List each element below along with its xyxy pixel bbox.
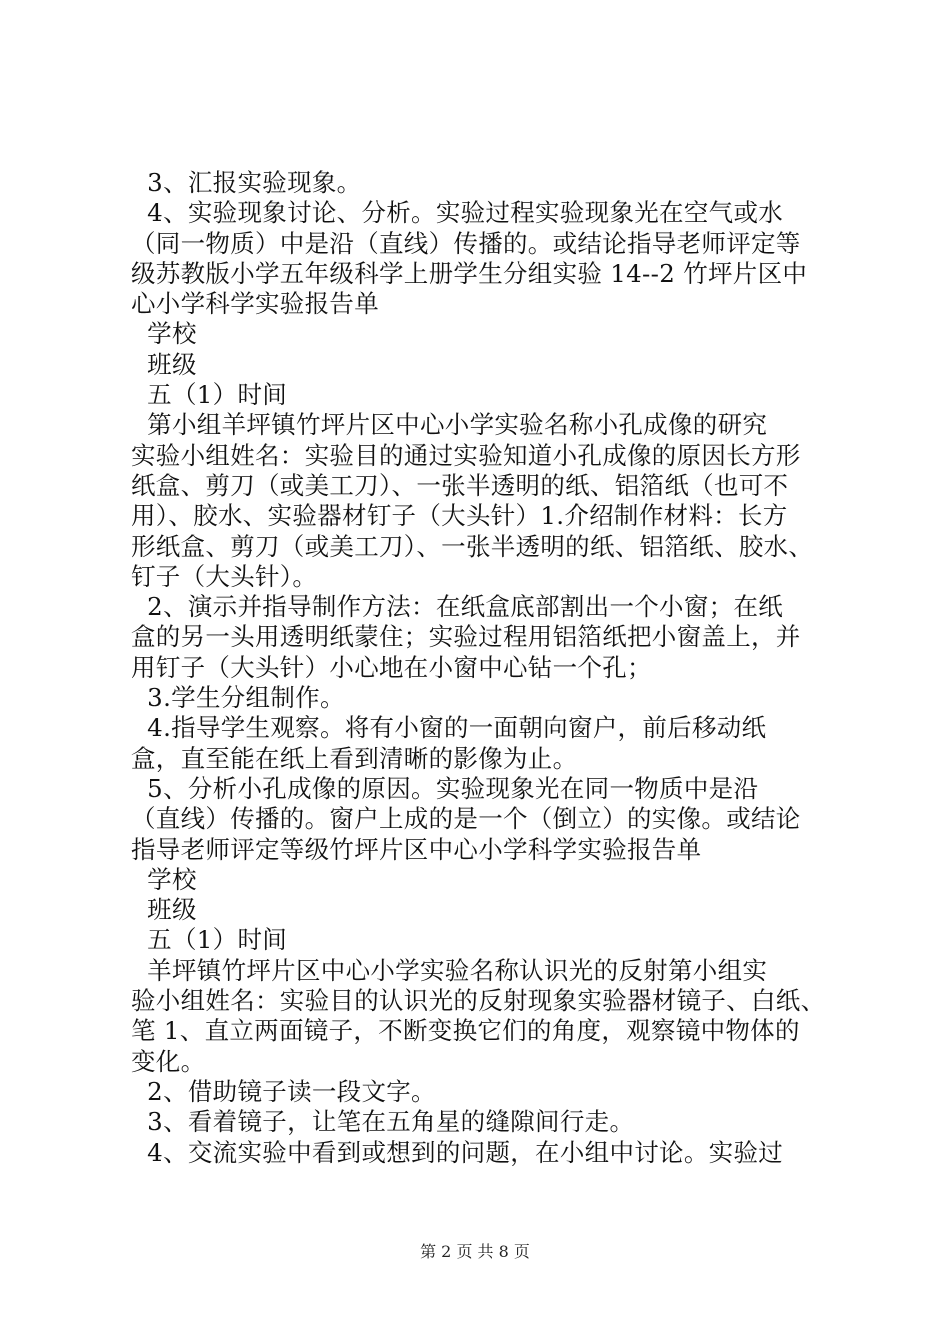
text-line: 心小学科学实验报告单 <box>131 289 379 319</box>
document-body <box>131 168 831 1168</box>
text-line: 2、借助镜子读一段文字。 <box>131 1076 436 1106</box>
text-line: 3、看着镜子，让笔在五角星的缝隙间行走。 <box>131 1107 635 1137</box>
text-line: 形纸盒、剪刀（或美工刀）、一张半透明的纸、铝箔纸、胶水、 <box>131 531 814 561</box>
page-number-footer: 第 2 页 共 8 页 <box>420 1242 530 1261</box>
text-line: 指导老师评定等级竹坪片区中心小学科学实验报告单 <box>131 834 702 864</box>
text-line: 4.指导学生观察。将有小窗的一面朝向窗户，前后移动纸 <box>131 713 767 743</box>
text-line: 盒的另一头用透明纸蒙住；实验过程用铝箔纸把小窗盖上，并 <box>131 622 801 652</box>
text-line: 羊坪镇竹坪片区中心小学实验名称认识光的反射第小组实 <box>131 955 768 985</box>
text-line: 第小组羊坪镇竹坪片区中心小学实验名称小孔成像的研究 <box>131 410 768 440</box>
text-line: 级苏教版小学五年级科学上册学生分组实验 14--2 竹坪片区中 <box>131 258 808 288</box>
text-line: 用钉子（大头针）小心地在小窗中心钻一个孔； <box>131 652 652 682</box>
text-line: 盒，直至能在纸上看到清晰的影像为止。 <box>131 743 578 773</box>
text-line: 班级 <box>131 349 197 379</box>
text-line: 4、交流实验中看到或想到的问题，在小组中讨论。实验过 <box>131 1137 784 1167</box>
text-line: 变化。 <box>131 1046 206 1076</box>
text-line: 用）、胶水、实验器材钉子（大头针）1.介绍制作材料：长方 <box>131 501 788 531</box>
text-line: 验小组姓名：实验目的认识光的反射现象实验器材镜子、白纸、 <box>131 986 826 1016</box>
text-line: 5、分析小孔成像的原因。实验现象光在同一物质中是沿 <box>131 773 759 803</box>
text-line: 4、实验现象讨论、分析。实验过程实验现象光在空气或水 <box>131 198 784 228</box>
text-line: 五（1）时间 <box>131 380 288 410</box>
text-line: 钉子（大头针）。 <box>131 561 318 591</box>
text-line: 实验小组姓名：实验目的通过实验知道小孔成像的原因长方形 <box>131 440 801 470</box>
text-line: 班级 <box>131 895 197 925</box>
text-line: （直线）传播的。窗户上成的是一个（倒立）的实像。或结论 <box>131 804 801 834</box>
text-line: 3、汇报实验现象。 <box>131 168 362 197</box>
text-line: 五（1）时间 <box>131 925 288 955</box>
text-line: 学校 <box>131 864 197 894</box>
text-line: 纸盒、剪刀（或美工刀）、一张半透明的纸、铝箔纸（也可不 <box>131 470 789 500</box>
text-line: 学校 <box>131 319 197 349</box>
text-line: 3.学生分组制作。 <box>131 683 345 713</box>
text-line: 2、演示并指导制作方法：在纸盒底部割出一个小窗；在纸 <box>131 592 784 622</box>
text-line: 笔 1、直立两面镜子，不断变换它们的角度，观察镜中物体的 <box>131 1016 800 1046</box>
text-line: （同一物质）中是沿（直线）传播的。或结论指导老师评定等 <box>131 228 801 258</box>
